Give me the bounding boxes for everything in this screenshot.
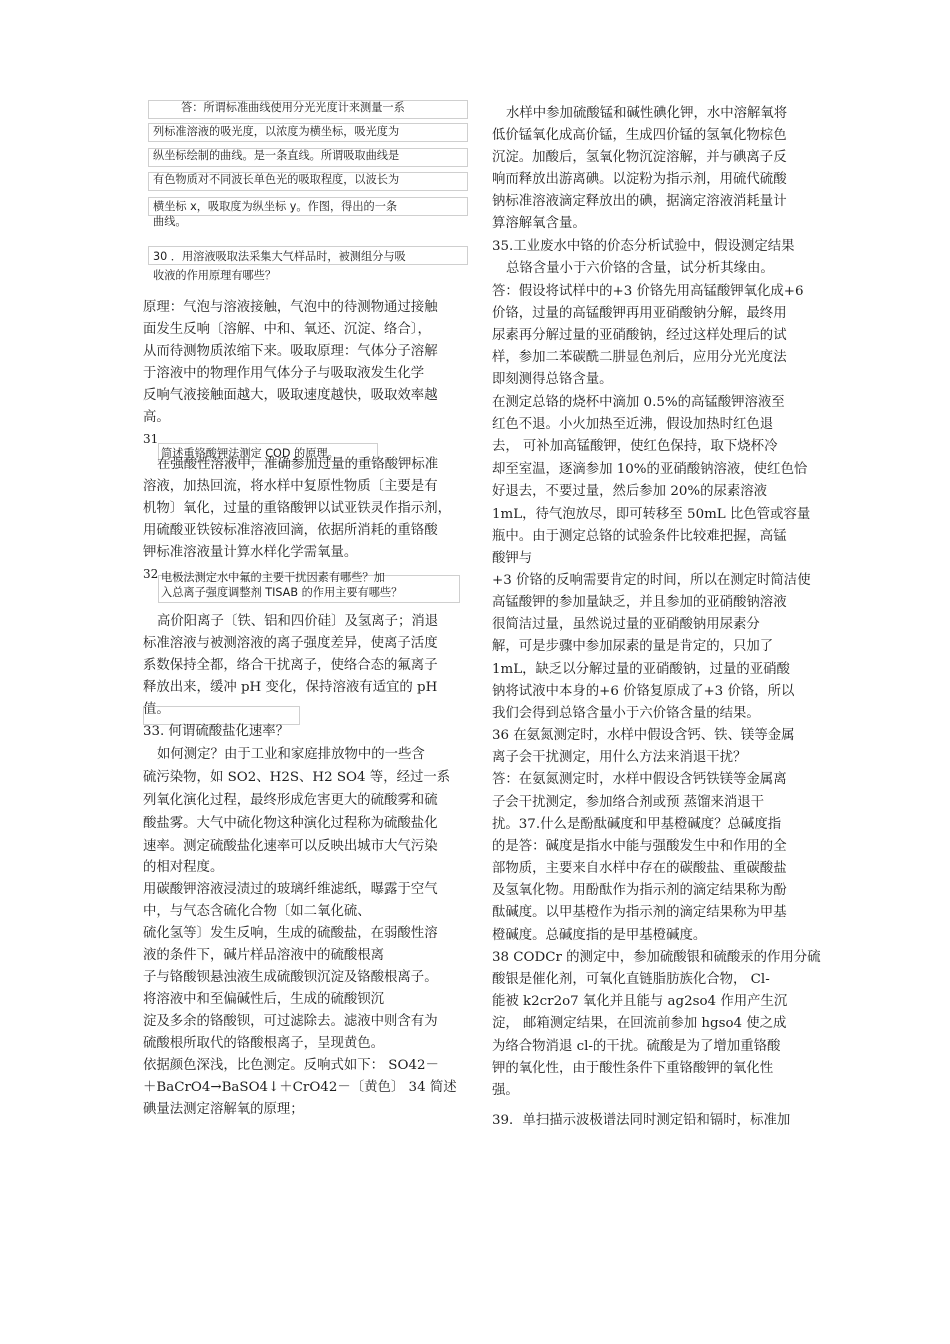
question-38-line: 38 CODCr 的测定中，参加硫酸银和硫酸汞的作用分硫 [492, 950, 821, 965]
answer-32-line: 系数保持全都，络合干扰离子，使络合态的氟离子 [143, 658, 438, 673]
question-33: 33. 何谓硫酸盐化速率？ [143, 724, 290, 739]
answer-line: 曲线。 [153, 215, 187, 228]
answer-34-line: 钠标准溶液滴定释放出的碘，据滴定溶液消耗量计 [492, 194, 787, 209]
answer-33-line: 子与铬酸钡悬浊液生成硫酸钡沉淀及铬酸根离子。 [143, 970, 438, 985]
answer-32-line: 值。 [143, 702, 170, 717]
question-31-number: 31 [143, 432, 159, 446]
answer-35-line: +3 价铬的反响需要肯定的时间，所以在测定时简洁使 [492, 573, 811, 588]
answer-35-line: 好退去，不要过量，然后参加 20%的尿素溶液 [492, 484, 768, 499]
answer-33-line: 依据颜色深浅，比色测定。反响式如下： SO42－ [143, 1058, 439, 1073]
question-38-line: 淀， 邮箱测定结果，在回流前参加 hgso4 使之成 [492, 1016, 787, 1031]
question-32-line: 电极法测定水中氟的主要干扰因素有哪些？加 [161, 571, 385, 584]
answer-33-line: 速率。测定硫酸盐化速率可以反映出城市大气污染 [143, 839, 438, 854]
answer-32-line: 释放出来，缓冲 pH 变化，保持溶液有适宜的 pH [143, 680, 438, 695]
answer-35-line: 去， 可补加高锰酸钾，使红色保持，取下烧杯冷 [492, 439, 778, 454]
answer-30-line: 反响气液接触面越大，吸取速度越快，吸取效率越 [143, 388, 438, 403]
answer-35-line: 尿素再分解过量的亚硝酸钠，经过这样处理后的试 [492, 328, 787, 343]
answer-34-line: 沉淀。加酸后，氢氧化物沉淀溶解，并与碘离子反 [492, 150, 787, 165]
answer-35-line: 红色不退。小火加热至近沸，假设加热时红色退 [492, 417, 774, 432]
answer-33-line: 将溶液中和至偏碱性后，生成的硫酸钡沉 [143, 992, 385, 1007]
answer-30-line: 面发生反响〔溶解、中和、氧还、沉淀、络合〕， [143, 322, 431, 337]
answer-36-line: 部物质，主要来自水样中存在的碳酸盐、重碳酸盐 [492, 861, 787, 876]
question-38-line: 能被 k2cr2o7 氧化并且能与 ag2so4 作用产生沉 [492, 994, 788, 1009]
question-32-number: 32 [143, 567, 159, 581]
answer-35-line: 瓶中。由于测定总铬的试验条件比较难把握，高锰 [492, 529, 787, 544]
answer-33-line: ＋BaCrO4→BaSO4↓＋CrO42－〔黄色〕 34 简述 [143, 1080, 457, 1095]
answer-31-line: 钾标准溶液量计算水样化学需氧量。 [143, 545, 358, 560]
answer-36-line: 酞碱度。以甲基橙作为指示剂的滴定结果称为甲基 [492, 905, 787, 920]
answer-33-line: 酸盐雾。大气中硫化物这种演化过程称为硫酸盐化 [143, 816, 438, 831]
answer-34-line: 响而释放出游离碘。以淀粉为指示剂，用硫代硫酸 [492, 172, 787, 187]
answer-35-line: 很简洁过量，虽然说过量的亚硝酸钠用尿素分 [492, 617, 760, 632]
answer-36-line: 子会干扰测定，参加络合剂或预 蒸馏来消退干 [492, 795, 765, 810]
question-30-line: 收液的作用原理有哪些？ [153, 269, 277, 282]
answer-35-line: 价铬，过量的高锰酸钾再用亚硝酸钠分解，最终用 [492, 306, 787, 321]
answer-33-line: 硫污染物，如 SO2、H2S、H2 SO4 等，经过一系 [143, 770, 451, 785]
answer-32-line: 标准溶液与被测溶液的离子强度差异，使离子活度 [143, 636, 438, 651]
answer-30-line: 从而待测物质浓缩下来。吸取原理：气体分子溶解 [143, 344, 438, 359]
answer-33-line: 碘量法测定溶解氧的原理； [143, 1102, 304, 1117]
question-35-line: 总铬含量小于六价铬的含量，试分析其缘由。 [506, 261, 774, 276]
answer-30-line: 原理：气泡与溶液接触，气泡中的待测物通过接触 [143, 300, 438, 315]
answer-36-line: 及氢氧化物。用酚酞作为指示剂的滴定结果称为酚 [492, 883, 787, 898]
answer-36-line: 扰。37.什么是酚酞碱度和甲基橙碱度？总碱度指 [492, 817, 782, 832]
answer-33-line: 液的条件下，碱片样品溶液中的硫酸根离 [143, 948, 385, 963]
answer-35-line: 在测定总铬的烧杯中滴加 0.5%的高锰酸钾溶液至 [492, 395, 785, 410]
answer-35-line: 我们会得到总铬含量小于六价铬含量的结果。 [492, 706, 760, 721]
answer-33-line: 硫酸根所取代的铬酸根离子，呈现黄色。 [143, 1036, 385, 1051]
answer-line: 列标准溶液的吸光度，以浓度为横坐标，吸光度为 [153, 125, 400, 138]
answer-33-line: 如何测定？由于工业和家庭排放物中的一些含 [157, 747, 425, 762]
answer-35-line: 1mL，缺乏以分解过量的亚硝酸钠，过量的亚硝酸 [492, 662, 790, 677]
answer-line: 有色物质对不同波长单色光的吸取程度，以波长为 [153, 173, 400, 186]
answer-33-line: 列氧化演化过程，最终形成危害更大的硫酸雾和硫 [143, 793, 438, 808]
answer-33-line: 中，与气态含硫化合物〔如二氧化硫、 [143, 904, 371, 919]
answer-35-line: 解，可是步骤中参加尿素的量是肯定的，只加了 [492, 639, 774, 654]
answer-34-line: 低价锰氧化成高价锰，生成四价锰的氢氧化物棕色 [492, 128, 787, 143]
answer-33-line: 的相对程度。 [143, 860, 224, 875]
answer-line: 纵坐标绘制的曲线。是一条直线。所谓吸取曲线是 [153, 149, 400, 162]
question-35-line: 35.工业废水中铬的价态分析试验中，假设测定结果 [492, 239, 795, 254]
answer-35-line: 高锰酸钾的参加量缺乏，并且参加的亚硝酸钠溶液 [492, 595, 787, 610]
answer-35-line: 酸钾与 [492, 551, 533, 566]
answer-35-line: 1mL，待气泡放尽，即可转移至 50mL 比色管或容量 [492, 507, 811, 522]
answer-36-line: 答：在氨氮测定时，水样中假设含钙铁镁等金属离 [492, 772, 787, 787]
question-30-line: 30 ．用溶液吸取法采集大气样品时，被测组分与吸 [153, 250, 406, 263]
answer-36-line: 橙碱度。总碱度指的是甲基橙碱度。 [492, 928, 707, 943]
question-38-line: 强。 [492, 1083, 519, 1098]
answer-35-line: 答：假设将试样中的+3 价铬先用高锰酸钾氧化成+6 [492, 284, 804, 299]
answer-33-line: 用碳酸钾溶液浸渍过的玻璃纤维滤纸，曝露于空气 [143, 882, 438, 897]
answer-36-line: 的是答：碱度是指水中能与强酸发生中和作用的全 [492, 839, 787, 854]
answer-31-line: 溶液，加热回流，将水样中复原性物质〔主要是有 [143, 479, 438, 494]
answer-line: 答：所谓标准曲线使用分光光度计来测量一系 [181, 101, 405, 114]
question-38-line: 钾的氧化性，由于酸性条件下重铬酸钾的氧化性 [492, 1061, 774, 1076]
answer-35-line: 钠将试液中本身的+6 价铬复原成了+3 价铬，所以 [492, 684, 795, 699]
answer-34-line: 水样中参加硫酸锰和碱性碘化钾，水中溶解氧将 [506, 106, 788, 121]
question-31: 简述重铬酸钾法测定 COD 的原理。 [161, 447, 339, 460]
question-38-line: 为络合物消退 cl-的干扰。硫酸是为了增加重铬酸 [492, 1039, 781, 1054]
question-38-line: 酸银是催化剂，可氧化直链脂肪族化合物， Cl- [492, 972, 770, 987]
answer-33-line: 淀及多余的铬酸钡，可过滤除去。滤液中则含有为 [143, 1014, 438, 1029]
answer-35-line: 即刻测得总铬含量。 [492, 372, 613, 387]
question-36-line: 36 在氨氮测定时，水样中假设含钙、铁、镁等金属 [492, 728, 795, 743]
answer-30-line: 高。 [143, 410, 170, 425]
answer-34-line: 算溶解氧含量。 [492, 216, 586, 231]
answer-31-line: 机物〕氧化，过量的重铬酸钾以试亚铁灵作指示剂， [143, 501, 451, 516]
answer-35-line: 却至室温，逐滴参加 10%的亚硝酸钠溶液，使红色恰 [492, 462, 808, 477]
answer-32-line: 高价阳离子〔铁、铝和四价硅〕及氢离子；消退 [157, 614, 439, 629]
question-36-line: 离子会干扰测定，用什么方法来消退干扰？ [492, 750, 747, 765]
question-32-line: 入总离子强度调整剂 TISAB 的作用主要有哪些？ [161, 586, 403, 599]
answer-30-line: 于溶液中的物理作用气体分子与吸取液发生化学 [143, 366, 425, 381]
answer-35-line: 样，参加二苯碳酰二肼显色剂后，应用分光光度法 [492, 350, 787, 365]
answer-31-line: 用硫酸亚铁铵标准溶液回滴，依据所消耗的重铬酸 [143, 523, 438, 538]
answer-line: 横坐标 x，吸取度为纵坐标 y。作图，得出的一条 [153, 200, 398, 213]
question-39: 39．单扫描示波极谱法同时测定铅和镉时，标准加 [492, 1113, 791, 1128]
answer-33-line: 硫化氢等〕发生反响，生成的硫酸盐，在弱酸性溶 [143, 926, 438, 941]
answer-31-line: 在强酸性溶液中，准确参加过量的重铬酸钾标准 [157, 457, 439, 472]
